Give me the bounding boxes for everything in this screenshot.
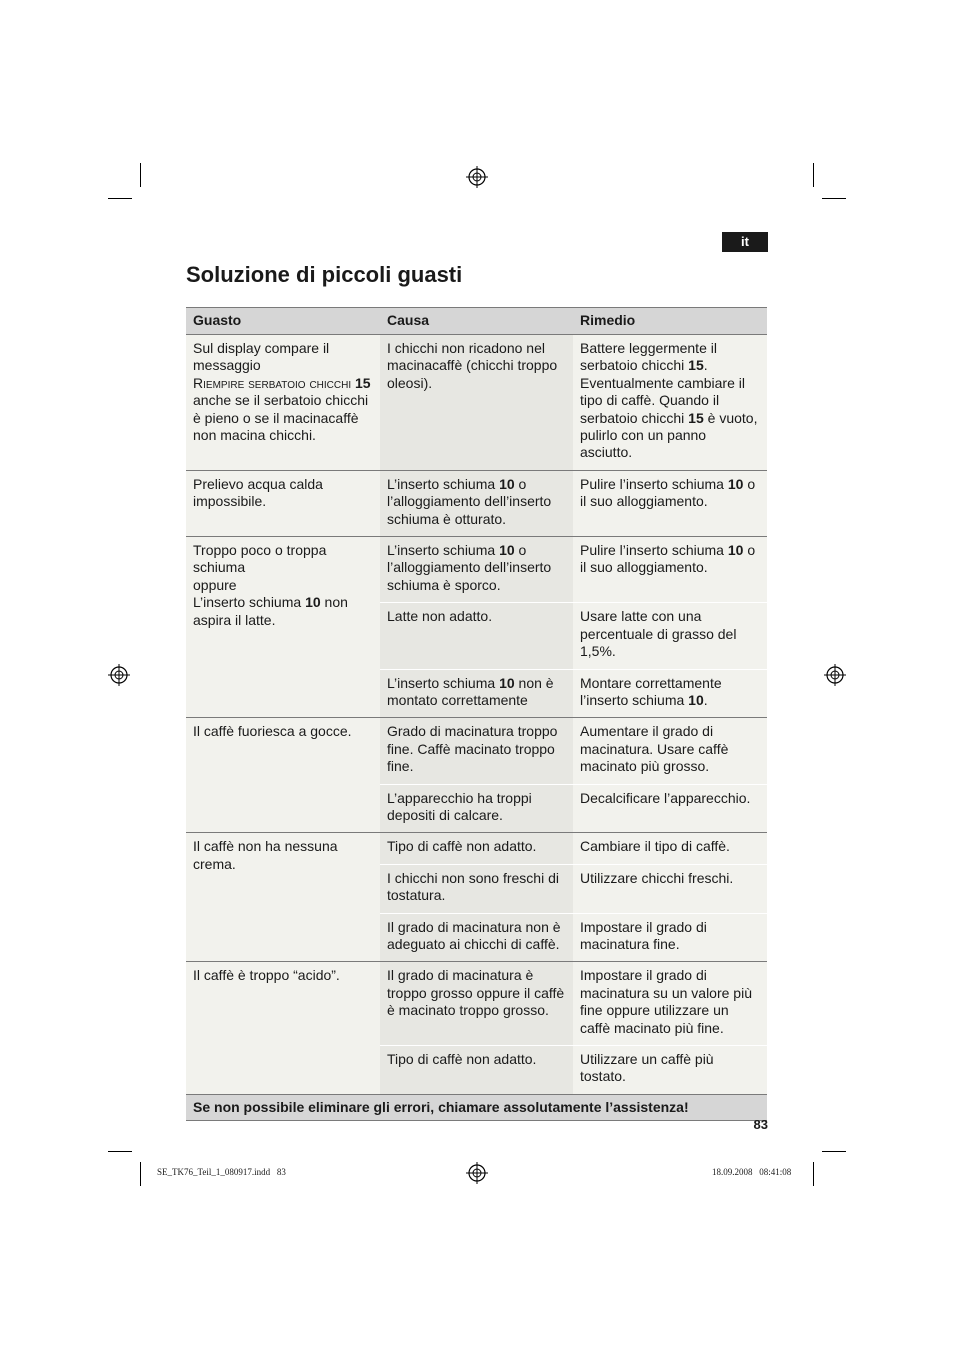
remedy-cell: Aumentare il grado di macinatura. Usare caffè macinato più grosso.: [573, 718, 767, 784]
cause-cell: L’inserto schiuma 10 o l’alloggiamento dell’inserto schiuma è otturato.: [380, 470, 573, 536]
crop-mark: [140, 1162, 141, 1186]
remedy-cell: Battere leggermente il serbatoio chicchi 15. Eventualmente cambiare il tipo di caffè. Quando il serbatoio chicchi 15 è vuoto, pulirlo con un panno asciutto.: [573, 335, 767, 471]
table-row: [186, 718, 767, 784]
display-message: Riempire serbatoio chicchi 15: [193, 374, 371, 391]
remedy-cell: Decalcificare l’apparecchio.: [573, 784, 767, 833]
column-header-fault: Guasto: [186, 308, 380, 335]
fault-cell: Sul display compare il messaggio Riempire serbatoio chicchi 15 anche se il serbatoio chicchi è pieno o se il macinacaffè non macina chicchi.: [186, 335, 380, 471]
print-slug-timestamp: 18.09.2008 08:41:08: [712, 1167, 792, 1177]
cause-cell: Tipo di caffè non adatto.: [380, 833, 573, 864]
fault-cell: Il caffè non ha nessuna crema.: [186, 833, 380, 962]
table-row: [186, 537, 767, 603]
remedy-cell: Usare latte con una percentuale di grasso del 1,5%.: [573, 603, 767, 669]
print-slug-file: SE_TK76_Teil_1_080917.indd 83: [157, 1167, 286, 1177]
crop-mark: [822, 1151, 846, 1152]
language-tab: it: [722, 232, 768, 252]
remedy-cell: Pulire l’inserto schiuma 10 o il suo alloggiamento.: [573, 470, 767, 536]
crop-mark: [813, 1162, 814, 1186]
cause-cell: Il grado di macinatura non è adeguato ai chicchi di caffè.: [380, 913, 573, 962]
table-row: [186, 470, 767, 536]
crop-mark: [813, 163, 814, 187]
table-header-row: [186, 308, 767, 335]
remedy-cell: Pulire l’inserto schiuma 10 o il suo alloggiamento.: [573, 537, 767, 603]
column-header-remedy: Rimedio: [573, 308, 767, 335]
remedy-cell: Utilizzare un caffè più tostato.: [573, 1046, 767, 1095]
page-number: 83: [753, 1117, 768, 1132]
column-header-cause: Causa: [380, 308, 573, 335]
cause-cell: Il grado di macinatura è troppo grosso oppure il caffè è macinato troppo grosso.: [380, 962, 573, 1046]
registration-mark-icon: [824, 664, 846, 686]
troubleshooting-table: [186, 307, 767, 1121]
cause-cell: Tipo di caffè non adatto.: [380, 1046, 573, 1095]
crop-mark: [140, 163, 141, 187]
remedy-cell: Impostare il grado di macinatura su un valore più fine oppure utilizzare un caffè macinato più fine.: [573, 962, 767, 1046]
fault-cell: Prelievo acqua calda impossibile.: [186, 470, 380, 536]
table-row: [186, 833, 767, 864]
remedy-cell: Cambiare il tipo di caffè.: [573, 833, 767, 864]
crop-mark: [822, 198, 846, 199]
cause-cell: Grado di macinatura troppo fine. Caffè macinato troppo fine.: [380, 718, 573, 784]
cause-cell: L’inserto schiuma 10 non è montato correttamente: [380, 669, 573, 718]
page-title: Soluzione di piccoli guasti: [186, 262, 463, 287]
assistance-note: Se non possibile eliminare gli errori, chiamare assolutamente l’assistenza!: [186, 1094, 767, 1120]
cause-cell: Latte non adatto.: [380, 603, 573, 669]
fault-cell: Il caffè è troppo “acido”.: [186, 962, 380, 1094]
cause-cell: I chicchi non sono freschi di tostatura.: [380, 864, 573, 913]
crop-mark: [108, 198, 132, 199]
fault-cell: Troppo poco o troppa schiuma oppure L’inserto schiuma 10 non aspira il latte.: [186, 537, 380, 718]
remedy-cell: Impostare il grado di macinatura fine.: [573, 913, 767, 962]
cause-cell: L’apparecchio ha troppi depositi di calcare.: [380, 784, 573, 833]
fault-cell: Il caffè fuoriesca a gocce.: [186, 718, 380, 833]
cause-cell: L’inserto schiuma 10 o l’alloggiamento dell’inserto schiuma è sporco.: [380, 537, 573, 603]
remedy-cell: Montare correttamente l’inserto schiuma 10.: [573, 669, 767, 718]
table-row: [186, 335, 767, 471]
table-footer-row: [186, 1094, 767, 1120]
table-row: [186, 962, 767, 1046]
registration-mark-icon: [466, 1162, 488, 1184]
remedy-cell: Utilizzare chicchi freschi.: [573, 864, 767, 913]
cause-cell: I chicchi non ricadono nel macinacaffè (chicchi troppo oleosi).: [380, 335, 573, 471]
registration-mark-icon: [466, 166, 488, 188]
registration-mark-icon: [108, 664, 130, 686]
crop-mark: [108, 1151, 132, 1152]
